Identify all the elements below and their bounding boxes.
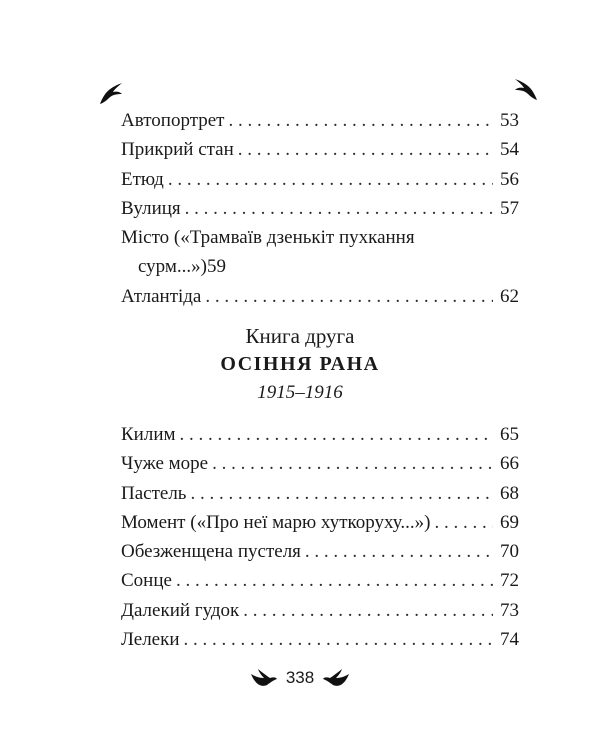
- toc-entry: [121, 194, 519, 223]
- toc-entry-title: Етюд: [121, 168, 164, 190]
- toc-entry-title: Сонце: [121, 570, 172, 592]
- toc-entry-page: 56: [500, 168, 519, 190]
- toc-entry-title: Лелеки: [121, 629, 180, 651]
- toc-entry-page: 68: [500, 482, 519, 504]
- section-label: Книга друга: [245, 324, 355, 348]
- toc-entry-page: 53: [500, 110, 519, 131]
- dot-leader: [243, 596, 493, 625]
- toc-entry: [121, 537, 519, 566]
- toc-entry-page: 54: [500, 139, 519, 161]
- toc-entry-page: 65: [500, 424, 519, 445]
- toc-entry-title-line2: сурм...»): [138, 256, 207, 278]
- toc-entry-title: Килим: [121, 424, 176, 445]
- toc-entry-page: 72: [500, 570, 519, 592]
- dot-leader: [185, 194, 493, 223]
- toc-entry-title: Далекий гудок: [121, 599, 240, 621]
- toc-entry-page: 70: [500, 541, 519, 563]
- dot-leader: [228, 106, 493, 135]
- dot-leader: [238, 135, 493, 164]
- toc-entry: [121, 508, 519, 537]
- toc-entry: [121, 106, 519, 135]
- toc-entry-page: 57: [500, 197, 519, 219]
- toc-entry: [121, 449, 519, 478]
- toc-entry: [121, 479, 519, 508]
- section-years: 1915–1916: [257, 382, 343, 403]
- dot-leader: [434, 508, 493, 537]
- toc-entry: [121, 625, 519, 654]
- toc-entry-multiline: [121, 223, 519, 282]
- dot-leader: [305, 537, 493, 566]
- toc-entry-title-line1: Місто («Трамваїв дзенькіт пухкання: [121, 227, 415, 249]
- swallow-icon: [250, 668, 278, 688]
- dot-leader: [190, 479, 493, 508]
- toc-entry-title: Обезженщена пустеля: [121, 541, 301, 563]
- swallow-icon: [322, 668, 350, 688]
- dot-leader: [205, 282, 493, 311]
- toc-entry-title: Вулиця: [121, 197, 181, 219]
- swallow-ornament-icon: [513, 76, 539, 102]
- toc-entry-page: 59: [207, 256, 226, 278]
- toc-entry-title: Пастель: [121, 482, 187, 504]
- toc-entry-page: 62: [500, 285, 519, 307]
- toc-top-section: [121, 106, 519, 311]
- dot-leader: [180, 420, 493, 449]
- page-number: 338: [285, 668, 315, 687]
- toc-entry-title: Момент («Про неї марю хуткоруху...»): [121, 511, 431, 533]
- toc-entry: [121, 420, 519, 449]
- toc-entry-page: 74: [500, 629, 519, 651]
- toc-entry: [121, 282, 519, 311]
- section-title: ОСІННЯ РАНА: [220, 353, 380, 375]
- toc-entry-page: 69: [500, 511, 519, 533]
- toc-entry: [121, 165, 519, 194]
- swallow-ornament-icon: [98, 80, 124, 106]
- dot-leader: [176, 566, 493, 595]
- toc-entry: [121, 135, 519, 164]
- toc-entry-page: 66: [500, 453, 519, 475]
- dot-leader: [184, 625, 493, 654]
- toc-entry: [121, 566, 519, 595]
- toc-entry-page: 73: [500, 599, 519, 621]
- toc-entry-title: Автопортрет: [121, 110, 225, 131]
- dot-leader: [168, 165, 493, 194]
- toc-bottom-section: [121, 420, 519, 654]
- page-footer: [0, 668, 600, 688]
- toc-entry-title: Прикрий стан: [121, 139, 234, 161]
- toc-entry: [121, 596, 519, 625]
- dot-leader: [212, 449, 493, 478]
- toc-entry-title: Чуже море: [121, 453, 209, 475]
- toc-entry-title: Атлантіда: [121, 285, 202, 307]
